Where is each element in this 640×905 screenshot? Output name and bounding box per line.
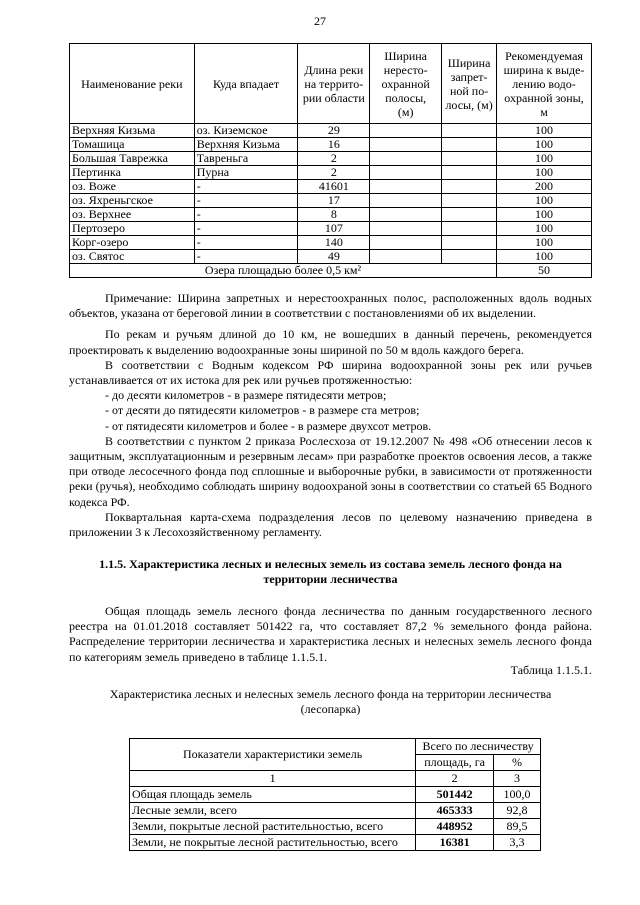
table-cell: 465333	[416, 803, 494, 819]
table-cell: -	[194, 194, 298, 208]
table-cell: -	[194, 208, 298, 222]
table-cell: 100,0	[494, 787, 541, 803]
rivers-header-cell: Наименование реки	[70, 44, 195, 124]
table-row	[130, 803, 541, 819]
table-cell	[370, 250, 442, 264]
table-cell: оз. Воже	[70, 180, 195, 194]
table-cell: Корг-озеро	[70, 236, 195, 250]
table-cell: оз. Верхнее	[70, 208, 195, 222]
table-cell	[370, 124, 442, 138]
table-cell: 100	[497, 124, 592, 138]
lands-header-row	[130, 739, 541, 755]
table-cell: 92,8	[494, 803, 541, 819]
table-row	[130, 835, 541, 851]
table-cell: -	[194, 180, 298, 194]
rivers-header-cell: Ширина запрет- ной по- лосы, (м)	[442, 44, 497, 124]
table-cell: Тавреньга	[194, 152, 298, 166]
table-row	[70, 124, 592, 138]
column-number: 3	[494, 771, 541, 787]
table-cell: оз. Святос	[70, 250, 195, 264]
table-cell: Земли, не покрытые лесной растительностью, всего	[130, 835, 416, 851]
rivers-header-cell: Длина реки на террито- рии области	[298, 44, 370, 124]
list-item: - от пятидесяти километров и более - в размере двухсот метров.	[105, 418, 432, 433]
lands-body	[130, 787, 541, 851]
table-cell: Земли, покрытые лесной растительностью, всего	[130, 819, 416, 835]
table-cell: -	[194, 222, 298, 236]
section-intro: Общая площадь земель лесного фонда лесничества по данным государственного лесного реестра на 01.01.2018 составляет 501422 га, что составляет 87,2 % земельного фонда района. Распределение территории лесничества и характеристика лесных и нелесных земель лесного фонда по категориям земель приведено в таблице 1.1.5.1.	[69, 604, 592, 664]
lands-num-row	[130, 771, 541, 787]
table-cell	[442, 180, 497, 194]
table-cell: 16	[298, 138, 370, 152]
table-cell: 49	[298, 250, 370, 264]
table-cell	[370, 236, 442, 250]
table-cell	[370, 166, 442, 180]
table-cell	[370, 222, 442, 236]
table-cell	[370, 180, 442, 194]
table-cell	[442, 138, 497, 152]
table-cell: Лесные земли, всего	[130, 803, 416, 819]
table-cell	[442, 236, 497, 250]
table-row	[70, 180, 592, 194]
table-row	[70, 194, 592, 208]
table-cell: 448952	[416, 819, 494, 835]
lakes-footer-label: Озера площадью более 0,5 км²	[70, 264, 497, 278]
table-cell: 100	[497, 208, 592, 222]
table-cell: 17	[298, 194, 370, 208]
table-cell: 3,3	[494, 835, 541, 851]
table-row	[70, 208, 592, 222]
paragraph-rosleshoz-order: В соответствии с пунктом 2 приказа Рослесхоза от 19.12.2007 № 498 «Об отнесении лесов к защитным, эксплуатационным и резервным лесам» при разработке проектов освоения лесов, а также при отводе лесосечного фонда под сплошные и выборочные рубки, в зависимости от протяженности реки (ручья), необходимо соблюдать ширину водоохраной зоны в соответствии со статьей 65 Водного кодекса РФ.	[69, 433, 592, 509]
note-paragraph: Примечание: Ширина запретных и нерестоохранных полос, расположенных вдоль водных объектов, указана от береговой линии в соответствии с постановлениями об их выделении.	[69, 291, 592, 321]
table-cell	[370, 194, 442, 208]
table-row	[70, 166, 592, 180]
rivers-header-cell: Рекомендуемая ширина к выде- лению водо- охранной зоны, м	[497, 44, 592, 124]
table-cell	[442, 222, 497, 236]
table-row	[70, 138, 592, 152]
paragraph-map-scheme: Поквартальная карта-схема подразделения лесов по целевому назначению приведена в приложении 3 к Лесохозяйственному регламенту.	[69, 509, 592, 540]
table-cell: Большая Таврежка	[70, 152, 195, 166]
table-cell: 100	[497, 236, 592, 250]
table-cell: Пертозеро	[70, 222, 195, 236]
page-number: 27	[314, 14, 326, 28]
table-cell: -	[194, 250, 298, 264]
table-row	[70, 152, 592, 166]
table-cell: 100	[497, 138, 592, 152]
paragraph-small-rivers: По рекам и ручьям длиной до 10 км, не вошедших в данный перечень, рекомендуется проектировать к выделению водоохранные зоны шириной по 50 м вдоль каждого берега.	[69, 327, 592, 357]
table-cell: 501442	[416, 787, 494, 803]
text-block-1	[69, 291, 592, 540]
rivers-header-cell: Ширина нересто- охранной полосы, (м)	[370, 44, 442, 124]
lands-header-total: Всего по лесничеству	[416, 739, 541, 755]
table-cell: Пурна	[194, 166, 298, 180]
table-cell	[442, 124, 497, 138]
table-cell: 2	[298, 166, 370, 180]
table-row	[130, 787, 541, 803]
lands-header-area: площадь, га	[416, 755, 494, 771]
paragraph-water-code: В соответствии с Водным кодексом РФ ширина водоохранной зоны рек или ручьев устанавливается от их истока для рек или ручьев протяженностью:	[69, 357, 592, 388]
lakes-footer-value: 50	[497, 264, 592, 278]
table-cell: 2	[298, 152, 370, 166]
table-cell: Верхняя Кизьма	[194, 138, 298, 152]
table-cell: 8	[298, 208, 370, 222]
table-cell	[442, 250, 497, 264]
table-cell: 100	[497, 222, 592, 236]
table-cell: 100	[497, 194, 592, 208]
table-cell	[370, 138, 442, 152]
table-cell: 200	[497, 180, 592, 194]
table-cell: 100	[497, 152, 592, 166]
lands-header-percent: %	[494, 755, 541, 771]
rivers-footer-row	[70, 264, 592, 278]
table-cell: -	[194, 236, 298, 250]
table-cell: 140	[298, 236, 370, 250]
table-title: Характеристика лесных и нелесных земель лесного фонда на территории лесничества (лесопарка)	[109, 687, 552, 716]
table-cell: 29	[298, 124, 370, 138]
table-cell: Общая площадь земель	[130, 787, 416, 803]
table-cell	[442, 166, 497, 180]
table-cell: Пертинка	[70, 166, 195, 180]
table-row	[130, 819, 541, 835]
table-cell: 100	[497, 166, 592, 180]
lands-table	[129, 738, 541, 851]
section-title: 1.1.5. Характеристика лесных и нелесных земель из состава земель лесного фонда на территории лесничества	[99, 557, 562, 586]
table-cell: 41601	[298, 180, 370, 194]
table-cell	[370, 208, 442, 222]
table-cell: оз. Киземское	[194, 124, 298, 138]
table-cell: 16381	[416, 835, 494, 851]
column-number: 2	[416, 771, 494, 787]
table-cell: Томашица	[70, 138, 195, 152]
table-cell: оз. Яхреньгское	[70, 194, 195, 208]
table-cell	[370, 152, 442, 166]
table-cell	[442, 152, 497, 166]
table-row	[70, 250, 592, 264]
table-caption: Таблица 1.1.5.1.	[510, 663, 592, 677]
rivers-header-cell: Куда впадает	[194, 44, 298, 124]
table-cell	[442, 194, 497, 208]
list-item: - от десяти до пятидесяти километров - в размере ста метров;	[105, 403, 420, 418]
table-cell: 107	[298, 222, 370, 236]
rivers-body	[70, 124, 592, 264]
rivers-table	[69, 43, 592, 278]
rivers-header-row	[70, 44, 592, 124]
table-cell: 100	[497, 250, 592, 264]
table-cell: 89,5	[494, 819, 541, 835]
lands-header-indicator: Показатели характеристики земель	[130, 739, 416, 771]
table-row	[70, 222, 592, 236]
column-number: 1	[130, 771, 416, 787]
table-cell	[442, 208, 497, 222]
table-row	[70, 236, 592, 250]
list-item: - до десяти километров - в размере пятидесяти метров;	[105, 388, 387, 403]
table-cell: Верхняя Кизьма	[70, 124, 195, 138]
